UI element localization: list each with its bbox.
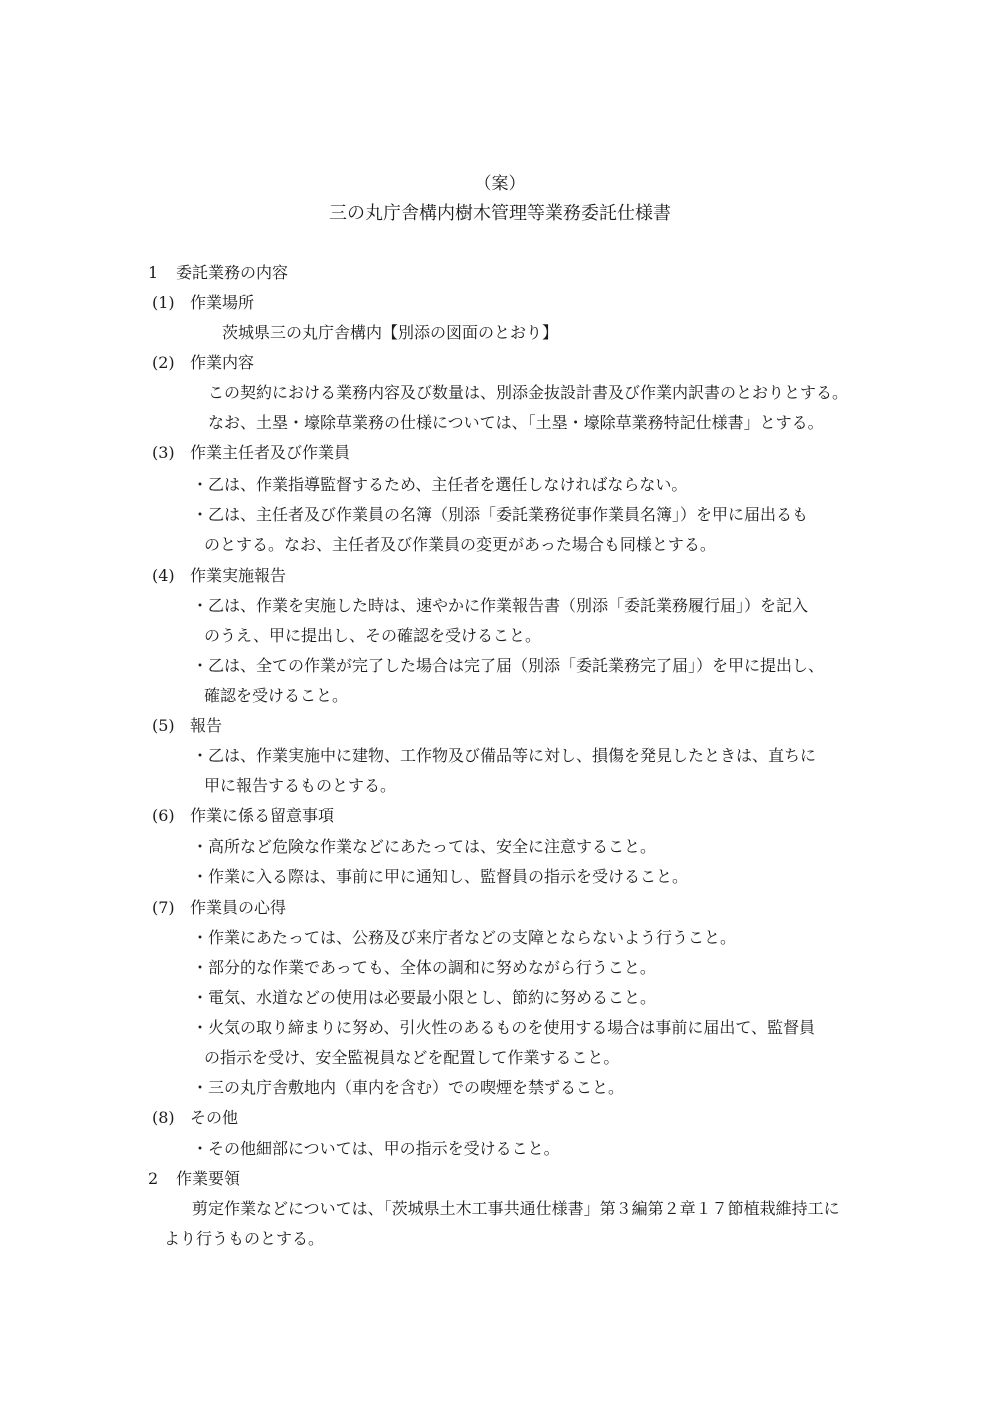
item-6-bullet: ・作業に入る際は、事前に甲に通知し、監督員の指示を受けること。 xyxy=(192,867,689,886)
item-3-bullet: ・乙は、主任者及び作業員の名簿（別添「委託業務従事作業員名簿」）を甲に届出るも xyxy=(192,505,809,524)
item-6-bullet: ・高所など危険な作業などにあたっては、安全に注意すること。 xyxy=(192,837,657,856)
section-2-heading xyxy=(148,1169,240,1189)
item-3-heading xyxy=(152,443,350,463)
item-5-heading xyxy=(152,716,222,736)
item-1-heading xyxy=(152,293,254,313)
item-2-body-line: この契約における業務内容及び数量は、別添金抜設計書及び作業内訳書のとおりとする。 xyxy=(208,383,849,402)
item-4-bullet-continued: 確認を受けること。 xyxy=(204,686,349,705)
item-2-label: 作業内容 xyxy=(190,353,255,372)
item-1-number: (1) xyxy=(152,293,175,312)
item-2-number: (2) xyxy=(152,353,175,372)
item-1-body: 茨城県三の丸庁舎構内【別添の図面のとおり】 xyxy=(222,323,559,342)
section-2-body-line: より行うものとする。 xyxy=(164,1229,325,1248)
item-7-bullet: ・電気、水道などの使用は必要最小限とし、節約に努めること。 xyxy=(192,988,657,1007)
section-2-title: 作業要領 xyxy=(176,1169,241,1188)
item-4-heading xyxy=(152,566,286,586)
item-4-bullet: ・乙は、全ての作業が完了した場合は完了届（別添「委託業務完了届」）を甲に提出し、 xyxy=(192,656,825,675)
item-4-number: (4) xyxy=(152,566,175,585)
item-8-number: (8) xyxy=(152,1108,175,1127)
item-8-heading xyxy=(152,1108,238,1128)
section-1-heading xyxy=(148,263,288,283)
item-2-body-line: なお、土塁・壕除草業務の仕様については、「土塁・壕除草業務特記仕様書」とする。 xyxy=(208,413,824,432)
item-3-bullet: ・乙は、作業指導監督するため、主任者を選任しなければならない。 xyxy=(192,475,688,494)
item-2-heading xyxy=(152,353,254,373)
item-3-number: (3) xyxy=(152,443,175,462)
item-5-bullet-continued: 甲に報告するものとする。 xyxy=(204,776,397,795)
item-7-bullet: ・三の丸庁舎敷地内（車内を含む）での喫煙を禁ずること。 xyxy=(192,1078,625,1097)
draft-mark: （案） xyxy=(474,174,526,194)
item-4-bullet: ・乙は、作業を実施した時は、速やかに作業報告書（別添「委託業務履行届」）を記入 xyxy=(192,596,809,615)
item-5-bullet: ・乙は、作業実施中に建物、工作物及び備品等に対し、損傷を発見したときは、直ちに xyxy=(192,746,817,765)
item-6-label: 作業に係る留意事項 xyxy=(190,806,335,825)
item-6-heading xyxy=(152,806,334,826)
item-1-label: 作業場所 xyxy=(190,293,255,312)
item-4-label: 作業実施報告 xyxy=(190,566,287,585)
item-8-label: その他 xyxy=(190,1108,239,1127)
section-2-number: 2 xyxy=(148,1169,159,1188)
item-5-number: (5) xyxy=(152,716,175,735)
item-7-bullet: ・作業にあたっては、公務及び来庁者などの支障とならないよう行うこと。 xyxy=(192,928,737,947)
item-5-label: 報告 xyxy=(190,716,223,735)
item-7-bullet: ・部分的な作業であっても、全体の調和に努めながら行うこと。 xyxy=(192,958,656,977)
section-2-body-line: 剪定作業などについては、「茨城県土木工事共通仕様書」第３編第２章１７節植栽維持工に xyxy=(192,1199,840,1218)
section-1-title: 委託業務の内容 xyxy=(176,263,289,282)
item-7-bullet: ・火気の取り締まりに努め、引火性のあるものを使用する場合は事前に届出て、監督員 xyxy=(192,1018,816,1037)
item-7-number: (7) xyxy=(152,898,175,917)
section-1-number: 1 xyxy=(148,263,159,282)
item-6-number: (6) xyxy=(152,806,175,825)
item-3-label: 作業主任者及び作業員 xyxy=(190,443,351,462)
item-7-label: 作業員の心得 xyxy=(190,898,287,917)
item-4-bullet-continued: のうえ、甲に提出し、その確認を受けること。 xyxy=(204,626,541,645)
item-7-bullet-continued: の指示を受け、安全監視員などを配置して作業すること。 xyxy=(204,1048,620,1067)
item-3-bullet-continued: のとする。なお、主任者及び作業員の変更があった場合も同様とする。 xyxy=(204,535,716,554)
document-title: 三の丸庁舎構内樹木管理等業務委託仕様書 xyxy=(329,203,671,224)
item-8-bullet: ・その他細部については、甲の指示を受けること。 xyxy=(192,1139,560,1158)
item-7-heading xyxy=(152,898,286,918)
